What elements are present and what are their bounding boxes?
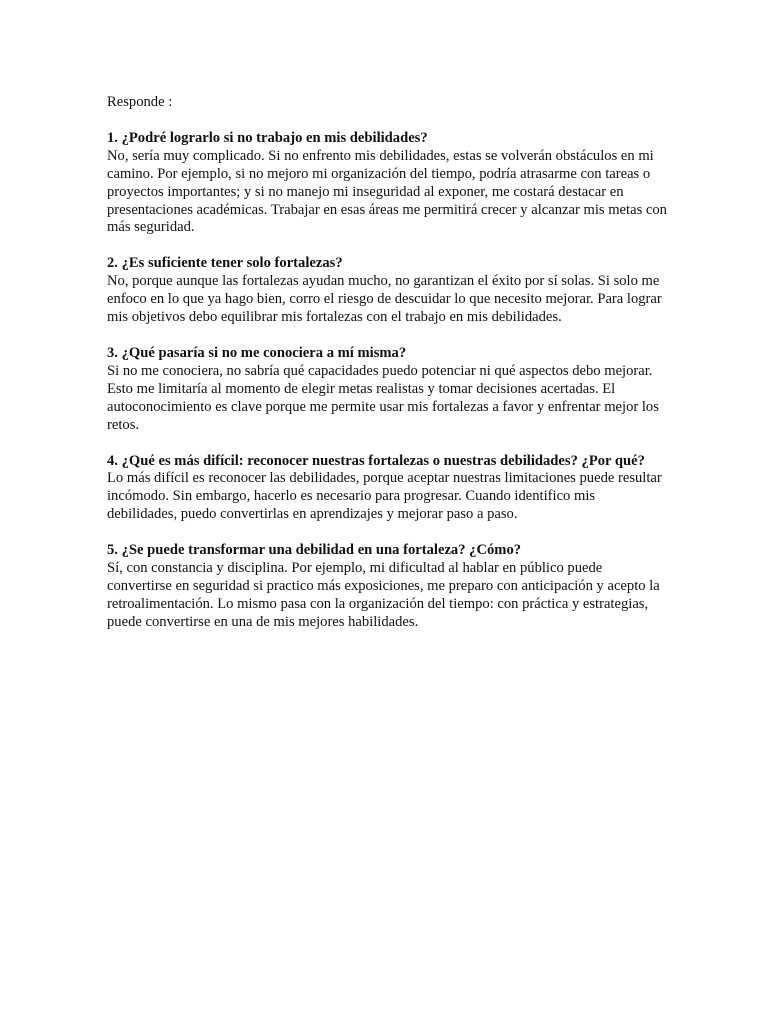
answer-3: Si no me conociera, no sabría qué capacidades puedo potenciar ni qué aspectos debo mejorar. Esto me limitaría al momento de elegir metas realistas y tomar decisiones acertadas. El autoconocimiento es clave porque me permite usar mis fortalezas a favor y enfrentar mejor los retos. [107, 362, 659, 433]
answer-1: No, sería muy complicado. Si no enfrento mis debilidades, estas se volverán obstáculos en mi camino. Por ejemplo, si no mejoro mi organización del tiempo, podría atrasarme con tareas o proyectos importantes; y si no manejo mi inseguridad al exponer, me costará destacar en presentaciones académicas. Trabajar en esas áreas me permitirá crecer y alcanzar mis metas con más seguridad. [107, 147, 667, 236]
question-5: 5. ¿Se puede transformar una debilidad en una fortaleza? ¿Cómo? [107, 542, 522, 559]
qa-item-3 [107, 345, 667, 435]
qa-item-5 [107, 542, 667, 632]
question-2: 2. ¿Es suficiente tener solo fortalezas? [107, 255, 343, 272]
question-4: 4. ¿Qué es más difícil: reconocer nuestras fortalezas o nuestras debilidades? ¿Por qué? [107, 452, 645, 469]
answer-5: Sí, con constancia y disciplina. Por ejemplo, mi dificultad al hablar en público puede convertirse en seguridad si practico más exposiciones, me preparo con anticipación y acepto la retroalimentación. Lo mismo pasa con la organización del tiempo: con práctica y estrategias, puede convertirse en una de mis mejores habilidades. [107, 560, 660, 630]
answer-4: Lo más difícil es reconocer las debilidades, porque aceptar nuestras limitaciones puede resultar incómodo. Sin embargo, hacerlo es necesario para progresar. Cuando identifico mis debilidades, puedo convertirlas en aprendizajes y mejorar paso a paso. [107, 470, 662, 523]
answer-2: No, porque aunque las fortalezas ayudan mucho, no garantizan el éxito por sí solas. Si solo me enfoco en lo que ya hago bien, corro el riesgo de descuidar lo que necesito mejorar. Para lograr mis objetivos debo equilibrar mis fortalezas con el trabajo en mis debilidades. [107, 273, 662, 326]
question-1: 1. ¿Podré lograrlo si no trabajo en mis debilidades? [107, 129, 428, 146]
qa-item-2 [107, 255, 667, 327]
qa-item-1 [107, 130, 667, 237]
question-3: 3. ¿Qué pasaría si no me conociera a mí misma? [107, 344, 407, 361]
qa-item-4 [107, 453, 667, 525]
document-page [107, 94, 667, 650]
document-intro: Responde : [107, 94, 173, 110]
